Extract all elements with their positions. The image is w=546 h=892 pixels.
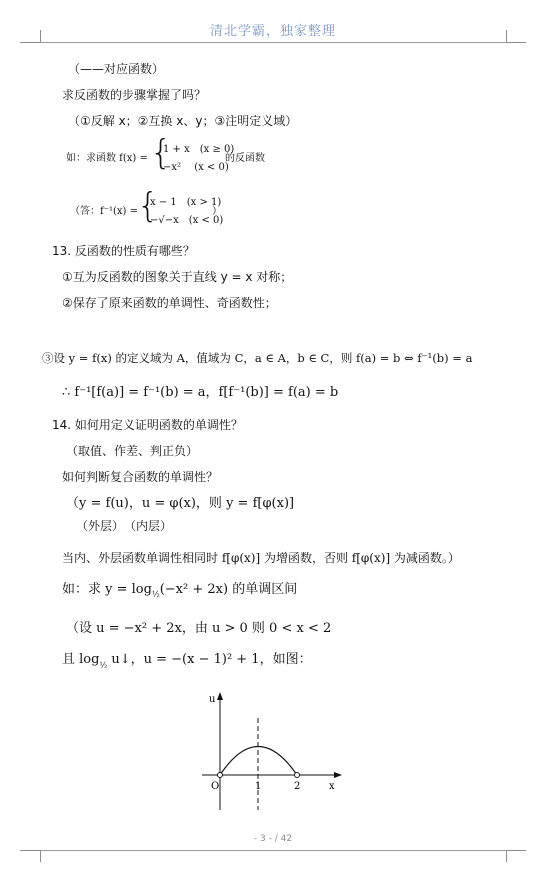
origin-point	[218, 773, 223, 778]
crop-mark-top-left-h	[20, 42, 40, 43]
property-3: ③设 y = f(x) 的定义域为 A，值域为 C，a ∈ A，b ∈ C，则 f(a) = b ⇔ f⁻¹(b) = a	[42, 351, 473, 365]
example-brace: {	[150, 133, 172, 173]
crop-mark-bottom-right-v	[506, 850, 507, 862]
header-rule	[40, 42, 506, 43]
monotone-suffix: u↓，u = −(x − 1)² + 1，如图：	[107, 652, 312, 667]
text-line-inverse-note: （——对应函数）	[68, 62, 165, 76]
text-line-steps-question: 求反函数的步骤掌握了吗？	[62, 88, 207, 102]
footer-rule	[40, 850, 506, 851]
example-log-monotone	[62, 652, 312, 674]
property-3-conclusion: ∴ f⁻¹[f(a)] = f⁻¹(b) = a，f[f⁻¹(b)] = f(a) = b	[62, 385, 339, 400]
crop-mark-bottom-right-h	[506, 850, 526, 851]
question-14: 14. 如何用定义证明函数的单调性？	[52, 418, 243, 432]
text-line-steps-answer: （①反解 x；②互换 x、y；③注明定义域）	[68, 114, 298, 128]
composite-layers: （外层） （内层）	[76, 519, 173, 533]
page-header-title: 清北学霸，独家整理	[209, 24, 336, 39]
x-axis-label: x	[329, 781, 335, 792]
u-axis-arrow	[217, 692, 223, 700]
tick-label-1: 1	[255, 781, 262, 792]
example-suffix: 的反函数	[225, 153, 265, 164]
composite-rule: 当内、外层函数单调性相同时 f[φ(x)] 为增函数，否则 f[φ(x)] 为减函数。）	[62, 551, 460, 565]
page-number: - 3 - / 42	[253, 834, 293, 844]
tick-label-2: 2	[294, 781, 301, 792]
x-axis-arrow	[334, 772, 342, 778]
example-log-setup: （设 u = −x² + 2x，由 u > 0 则 0 < x < 2	[66, 621, 332, 636]
monotone-prefix: 且 log	[62, 652, 100, 667]
crop-mark-bottom-left-h	[20, 850, 40, 851]
question-14-answer: （取值、作差、判正负）	[66, 444, 199, 458]
parabola-graph	[196, 688, 352, 818]
property-1: ①互为反函数的图象关于直线 y = x 对称；	[62, 270, 293, 284]
answer-brace: {	[137, 186, 159, 226]
crop-mark-bottom-left-v	[40, 850, 41, 862]
point-x2	[295, 773, 300, 778]
question-14-composite: 如何判断复合函数的单调性？	[62, 470, 219, 484]
monotone-base: ½	[99, 661, 108, 670]
example-log-prefix: 如：求 y = log	[62, 582, 152, 597]
u-axis-label: u	[209, 694, 216, 705]
example-log-base: ½	[151, 590, 160, 599]
answer-case-1: x − 1 (x > 1)	[150, 197, 222, 208]
example-prefix: 如：求函数 f(x) =	[66, 153, 148, 164]
example-case-1: 1 + x (x ≥ 0)	[163, 144, 235, 155]
question-13: 13. 反函数的性质有哪些？	[52, 244, 195, 258]
example-case-2: −x² (x < 0)	[163, 162, 229, 173]
answer-suffix: ）	[212, 206, 222, 217]
property-2: ②保存了原来函数的单调性、奇函数性；	[62, 296, 277, 310]
answer-case-2: −√−x (x < 0)	[150, 215, 224, 226]
example-log-question	[62, 582, 297, 603]
composite-definition: （y = f(u)，u = φ(x)，则 y = f[φ(x)]	[66, 496, 295, 511]
example-log-suffix: (−x² + 2x) 的单调区间	[159, 582, 298, 597]
answer-prefix: （答：f⁻¹(x) =	[70, 206, 138, 217]
origin-label: O	[211, 781, 220, 792]
crop-mark-top-right-h	[506, 42, 526, 43]
